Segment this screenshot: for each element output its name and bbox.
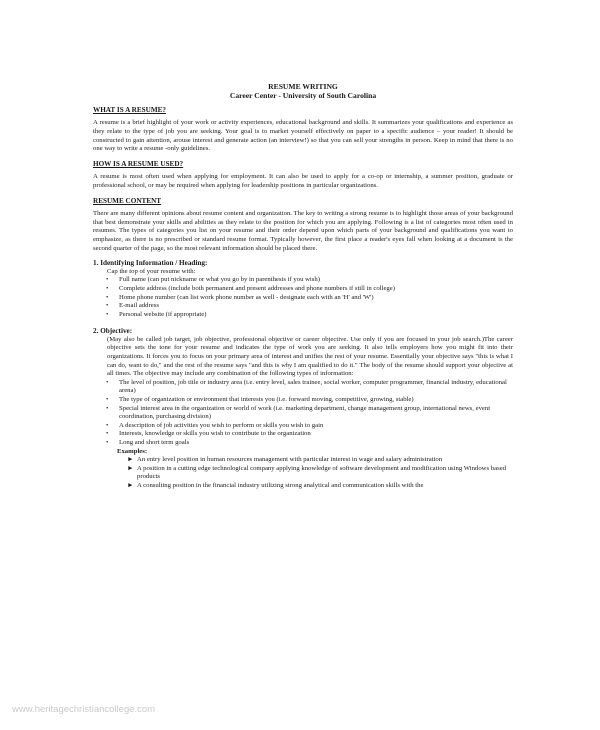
list-item: • Full name (can put nickname or what you go by in parenthesis if you wish) [106, 276, 320, 284]
bullet-icon: • [106, 276, 109, 284]
examples-list [93, 456, 513, 490]
bullet-icon: • [106, 310, 109, 318]
bullet-icon: • [106, 302, 109, 310]
arrow-bullet-icon: ► [127, 464, 134, 472]
list-item: • E-mail address [106, 302, 159, 310]
document-subtitle: Career Center - University of South Carolina [229, 91, 377, 101]
list-item: • Special interest area in the organization or world of work (i.e. marketing department, change management group, international news, event coordination, purchasing division) [106, 404, 491, 421]
bullet-icon: • [106, 284, 109, 292]
section-heading-identifying: 1. Identifying Information / Heading: [93, 259, 208, 268]
arrow-bullet-icon: ► [127, 481, 134, 489]
list-item: • Interests, knowledge or skills you wish to contribute to the organization [106, 430, 311, 438]
list-item: • Complete address (include both permanent and present addresses and phone numbers if still in college) [106, 284, 395, 292]
list-item: • Personal website (if appropriate) [106, 310, 207, 318]
section-text-what: A resume is a brief highlight of your work or activity experiences, educational background and skills. It summarizes your qualifications and experience as they relate to the type of job you are seeking. Your goal is to market yourself effectively on paper to a specific audience – your reader! It should be constructed to gain attention, arouse interest and generate action (an interview!) so that you can sell your strengths in person. Keep in mind that there is no one way to write a resume -only guidelines. [93, 119, 513, 153]
bullet-icon: • [106, 430, 109, 438]
document-title: RESUME WRITING [268, 82, 338, 91]
section-heading-how: HOW IS A RESUME USED? [93, 159, 184, 168]
list-item: • Long and short term goals [106, 439, 190, 446]
identifying-list [93, 276, 513, 319]
identifying-intro: Cap the top of your resume with: [107, 267, 196, 275]
objective-list [93, 379, 513, 448]
list-item: • The type of organization or environment that interests you (i.e. forward moving, competitive, growing, stable) [106, 396, 414, 404]
watermark-text: www.heritagechristiancollege.com [12, 704, 156, 715]
section-heading-content: RESUME CONTENT [93, 196, 162, 205]
list-item: • Home phone number (can list work phone number as well - designate each with an 'H' and 'W') [106, 293, 374, 301]
bullet-icon: • [106, 404, 109, 412]
list-item: ► A position in a cutting edge technological company applying knowledge of software development and modification using Windows based products [127, 464, 507, 481]
section-heading-objective: 2. Objective: [93, 327, 133, 336]
section-text-content: There are many different opinions about resume content and organization. The key to writing a strong resume is to highlight those areas of your background that best demonstrate your skills and abilities as they relate to the position for which you are applying. Following is a list of categories most often used in resumes. The types of categories you list on your resume and their order depend upon which parts of your background and qualifications you want to emphasize, as there is no prescribed or standard resume format. Typically however, the first place a reader's eyes fall when looking at a document is the second quarter of the page, so the most relevant information should be placed there. [93, 210, 513, 252]
bullet-icon: • [106, 439, 109, 446]
list-item: ► A consulting position in the financial industry utilizing strong analytical and communication skills with the [127, 481, 424, 489]
objective-text: (May also be called job target, job objective, professional objective or career objective. Use only if you are focused in your job search.)The career objective sets the tone for your resume and indicates the type of work you are seeking. It also tells employers how you might fit into their organizations. It forces you to focus on your primary area of interest and unifies the rest of your resume. Essentially your objective says "this is what I can do, want to do," and the rest of the resume says "and this is why I am qualified to do it." The body of the resume should support your objective at all times. The objective may include any combination of the following types of information: [107, 335, 513, 378]
bullet-icon: • [106, 396, 109, 404]
examples-label: Examples: [117, 447, 148, 455]
bullet-icon: • [106, 293, 109, 301]
arrow-bullet-icon: ► [127, 456, 134, 464]
list-item: • A description of job activities you wish to perform or skills you wish to gain [106, 421, 324, 429]
section-heading-what: WHAT IS A RESUME? [93, 105, 167, 114]
bullet-icon: • [106, 378, 109, 386]
list-item: ► An entry level position in human resources management with particular interest in wage and salary administration [127, 456, 443, 464]
bullet-icon: • [106, 421, 109, 429]
resume-document [93, 82, 513, 491]
list-item: • The level of position, job title or industry area (i.e. entry level, sales trainee, social worker, computer programmer, financial industry, educational arena) [106, 378, 507, 395]
section-text-how: A resume is most often used when applying for employment. It can also be used to apply for a co-op or internship, a summer position, graduate or professional school, or may be required when applying for leadership positions in particular organizations. [93, 173, 513, 189]
